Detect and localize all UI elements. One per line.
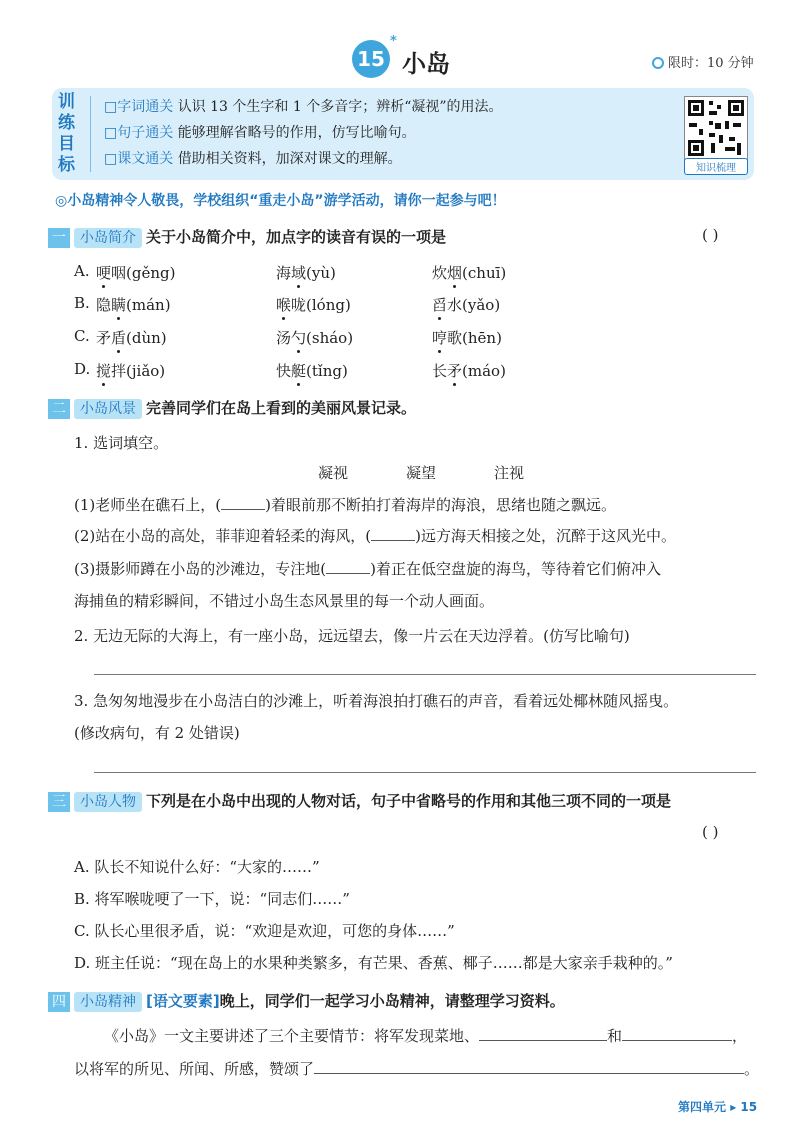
goal-text: 借助相关资料，加深对课文的理解。 xyxy=(177,151,402,167)
option-label: B. xyxy=(74,294,90,312)
goal-tag[interactable]: □课文通关 xyxy=(104,151,174,167)
goals-label: 训练目标 xyxy=(58,92,75,175)
page-footer xyxy=(678,1098,757,1115)
qr-code-icon xyxy=(685,97,747,159)
option-item: B. 将军喉咙哽了一下，说：“同志们……” xyxy=(74,890,350,908)
option-label: D. xyxy=(74,360,91,378)
word-bank-item: 注视 xyxy=(494,464,525,482)
section-2-header xyxy=(48,397,416,419)
word-bank-item: 凝望 xyxy=(406,464,437,482)
time-limit-text: 限时：10 分钟 xyxy=(668,56,754,71)
goal-item-1 xyxy=(104,96,503,116)
summary-line-2: 以将军的所见、所闻、所感，赞颂了 。 xyxy=(74,1060,760,1078)
goal-text: 认识 13 个生字和 1 个多音字；辨析“凝视”的用法。 xyxy=(177,99,503,115)
section-4-header xyxy=(48,990,565,1012)
answer-parentheses[interactable]: ( ) xyxy=(702,823,719,841)
option-item: 长矛(máo) xyxy=(432,362,506,380)
fill-blank-item-3-cont: 海捕鱼的精彩瞬间，不错过小岛生态风景里的每一个动人画面。 xyxy=(74,592,495,610)
option-item: A. 队长不知说什么好：“大家的……” xyxy=(74,858,320,876)
section-question: 关于小岛简介中，加点字的读音有误的一项是 xyxy=(146,228,447,246)
qr-caption: 知识梳理 xyxy=(684,158,748,175)
clock-icon xyxy=(652,57,664,69)
fill-blank-item-2: (2)站在小岛的高处，菲菲迎着轻柔的海风，( )远方海天相接之处，沉醉于这风光中。 xyxy=(74,527,676,545)
answer-blank[interactable] xyxy=(221,509,265,510)
fill-blank-item-1: (1)老师坐在礁石上，( )着眼前那不断拍打着海岸的海浪，思绪也随之飘远。 xyxy=(74,496,616,514)
qr-code[interactable] xyxy=(684,96,748,160)
goal-tag[interactable]: □字词通关 xyxy=(104,99,174,115)
section-number: 二 xyxy=(48,399,70,419)
section-tag: 小岛风景 xyxy=(74,399,142,419)
question-3-note: (修改病句，有 2 处错误) xyxy=(74,724,240,742)
section-tag: 小岛精神 xyxy=(74,992,142,1012)
section-tag: 小岛人物 xyxy=(74,792,142,812)
option-item: C. 队长心里很矛盾，说：“欢迎是欢迎，可您的身体……” xyxy=(74,922,455,940)
section-number: 三 xyxy=(48,792,70,812)
option-item: 矛盾(dùn) xyxy=(96,329,167,347)
lesson-mark: * xyxy=(390,34,397,49)
option-item: 海域(yù) xyxy=(276,264,336,282)
goal-tag[interactable]: □句子通关 xyxy=(104,125,174,141)
option-item: 哽咽(gěng) xyxy=(96,264,176,282)
answer-line[interactable] xyxy=(94,674,756,675)
question-1-title: 1. 选词填空。 xyxy=(74,434,169,452)
page-title: 小岛 xyxy=(402,50,450,78)
option-item: 搅拌(jiǎo) xyxy=(96,362,166,380)
question-2: 2. 无边无际的大海上，有一座小岛，远远望去，像一片云在天边浮着。(仿写比喻句) xyxy=(74,627,630,645)
section-1-header xyxy=(48,226,446,248)
answer-line[interactable] xyxy=(94,772,756,773)
option-item: 喉咙(lóng) xyxy=(276,296,351,314)
section-number: 四 xyxy=(48,992,70,1012)
option-item: 隐瞒(mán) xyxy=(96,296,171,314)
option-item: 汤勺(sháo) xyxy=(276,329,354,347)
section-question: 晚上，同学们一起学习小岛精神，请整理学习资料。 xyxy=(219,992,565,1010)
answer-parentheses[interactable]: ( ) xyxy=(702,226,719,244)
section-tag: 小岛简介 xyxy=(74,228,142,248)
option-item: 哼歌(hēn) xyxy=(432,329,502,347)
option-item: 舀水(yǎo) xyxy=(432,296,501,314)
answer-blank[interactable] xyxy=(622,1040,732,1041)
goals-divider xyxy=(90,96,91,172)
answer-blank[interactable] xyxy=(326,573,370,574)
answer-blank[interactable] xyxy=(314,1073,744,1074)
page-number: 15 xyxy=(740,1100,758,1114)
time-limit xyxy=(652,52,754,71)
word-bank-item: 凝视 xyxy=(318,464,349,482)
section-question: 完善同学们在岛上看到的美丽风景记录。 xyxy=(146,399,417,417)
intro-text: ◎小岛精神令人敬畏，学校组织“重走小岛”游学活动，请你一起参与吧！ xyxy=(55,193,506,209)
answer-blank[interactable] xyxy=(371,540,415,541)
section-3-header xyxy=(48,790,671,812)
lesson-number: 15 xyxy=(357,47,385,71)
arrow-icon: ▸ xyxy=(730,1100,737,1114)
language-element-tag: [语文要素] xyxy=(146,992,220,1010)
option-label: A. xyxy=(74,262,90,280)
option-label: C. xyxy=(74,327,90,345)
fill-blank-item-3: (3)摄影师蹲在小岛的沙滩边，专注地( )着正在低空盘旋的海鸟，等待着它们俯冲入 xyxy=(74,560,661,578)
goal-item-3 xyxy=(104,148,402,168)
goal-text: 能够理解省略号的作用，仿写比喻句。 xyxy=(177,125,416,141)
option-item: D. 班主任说：“现在岛上的水果种类繁多，有芒果、香蕉、椰子……都是大家亲手栽种的。” xyxy=(74,954,673,972)
question-3: 3. 急匆匆地漫步在小岛洁白的沙滩上，听着海浪拍打礁石的声音，看着远处椰林随风摇曳。 xyxy=(74,692,679,710)
section-question: 下列是在小岛中出现的人物对话，句子中省略号的作用和其他三项不同的一项是 xyxy=(146,792,672,810)
option-item: 快艇(tǐng) xyxy=(276,362,348,380)
lesson-number-badge xyxy=(352,40,390,78)
unit-label: 第四单元 xyxy=(678,1100,727,1114)
answer-blank[interactable] xyxy=(479,1040,607,1041)
section-number: 一 xyxy=(48,228,70,248)
goal-item-2 xyxy=(104,122,416,142)
option-item: 炊烟(chuī) xyxy=(432,264,507,282)
summary-line-1: 《小岛》一文主要讲述了三个主要情节：将军发现菜地、 和 ， xyxy=(104,1027,748,1045)
